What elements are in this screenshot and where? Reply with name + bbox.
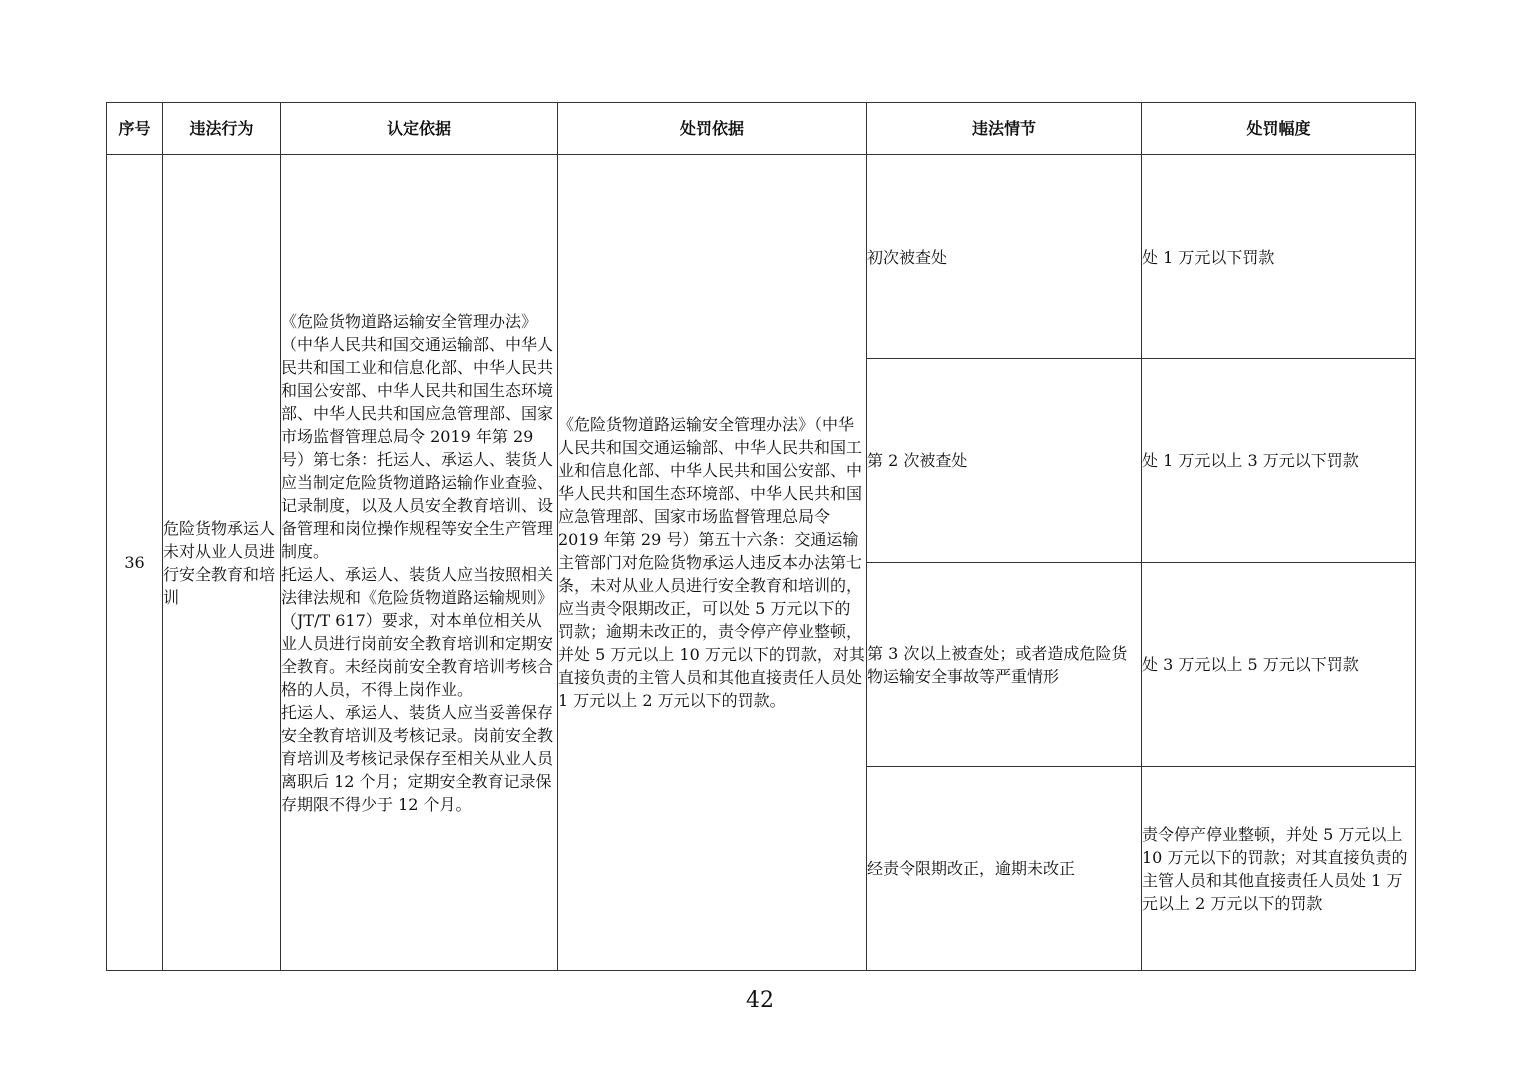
- header-legal-basis: 处罚依据: [558, 103, 867, 155]
- header-basis: 认定依据: [281, 103, 558, 155]
- basis-paragraph: 托运人、承运人、装货人应当按照相关法律法规和《危险货物道路运输规则》（JT/T 617）要求，对本单位相关从业人员进行岗前安全教育培训和定期安全教育。未经岗前安全教育培训考核合格的人员，不得上岗作业。: [281, 564, 554, 699]
- circumstance-cell: 经责令限期改正，逾期未改正: [867, 767, 1142, 971]
- circumstance-cell: 第 3 次以上被查处；或者造成危险货物运输安全事故等严重情形: [867, 563, 1142, 767]
- header-range: 处罚幅度: [1142, 103, 1416, 155]
- penalty-table: [106, 102, 1416, 971]
- penalty-basis: 《危险货物道路运输安全管理办法》（中华人民共和国交通运输部、中华人民共和国工业和信息化部、中华人民共和国公安部、中华人民共和国生态环境部、中华人民共和国应急管理部、国家市场监督管理总局令 2019 年第 29 号）第五十六条：交通运输主管部门对危险货物承运人违反本办法第七条，未对从业人员进行安全教育和培训的，应当责令限期改正，可以处 5 万元以下的罚款；逾期未改正的，责令停产停业整顿，并处 5 万元以上 10 万元以下的罚款，对其直接负责的主管人员和其他直接责任人员处 1 万元以上 2 万元以下的罚款。: [558, 155, 867, 971]
- header-act: 违法行为: [163, 103, 281, 155]
- page-number: 42: [746, 988, 774, 1013]
- table-row: [107, 155, 1416, 359]
- basis-paragraph: 《危险货物道路运输安全管理办法》（中华人民共和国交通运输部、中华人民共和国工业和信息化部、中华人民共和国公安部、中华人民共和国生态环境部、中华人民共和国应急管理部、国家市场监督管理总局令 2019 年第 29 号）第七条：托运人、承运人、装货人应当制定危险货物道路运输作业查验、记录制度，以及人员安全教育培训、设备管理和岗位操作规程等安全生产管理制度。: [281, 311, 554, 561]
- header-circumstance: 违法情节: [867, 103, 1142, 155]
- basis-paragraph: 托运人、承运人、装货人应当妥善保存安全教育培训及考核记录。岗前安全教育培训及考核记录保存至相关从业人员离职后 12 个月；定期安全教育记录保存期限不得少于 12 个月。: [281, 702, 554, 814]
- circumstance-cell: 第 2 次被查处: [867, 359, 1142, 563]
- determination-basis: [281, 155, 558, 971]
- row-number: 36: [107, 155, 163, 971]
- penalty-range-cell: 处 1 万元以上 3 万元以下罚款: [1142, 359, 1416, 563]
- penalty-range-cell: 处 1 万元以下罚款: [1142, 155, 1416, 359]
- circumstance-cell: 初次被查处: [867, 155, 1142, 359]
- penalty-range-cell: 处 3 万元以上 5 万元以下罚款: [1142, 563, 1416, 767]
- penalty-range-cell: 责令停产停业整顿，并处 5 万元以上 10 万元以下的罚款；对其直接负责的主管人员和其他直接责任人员处 1 万元以上 2 万元以下的罚款: [1142, 767, 1416, 971]
- header-number: 序号: [107, 103, 163, 155]
- violation-act: 危险货物承运人未对从业人员进行安全教育和培训: [163, 155, 281, 971]
- header-row: [107, 103, 1416, 155]
